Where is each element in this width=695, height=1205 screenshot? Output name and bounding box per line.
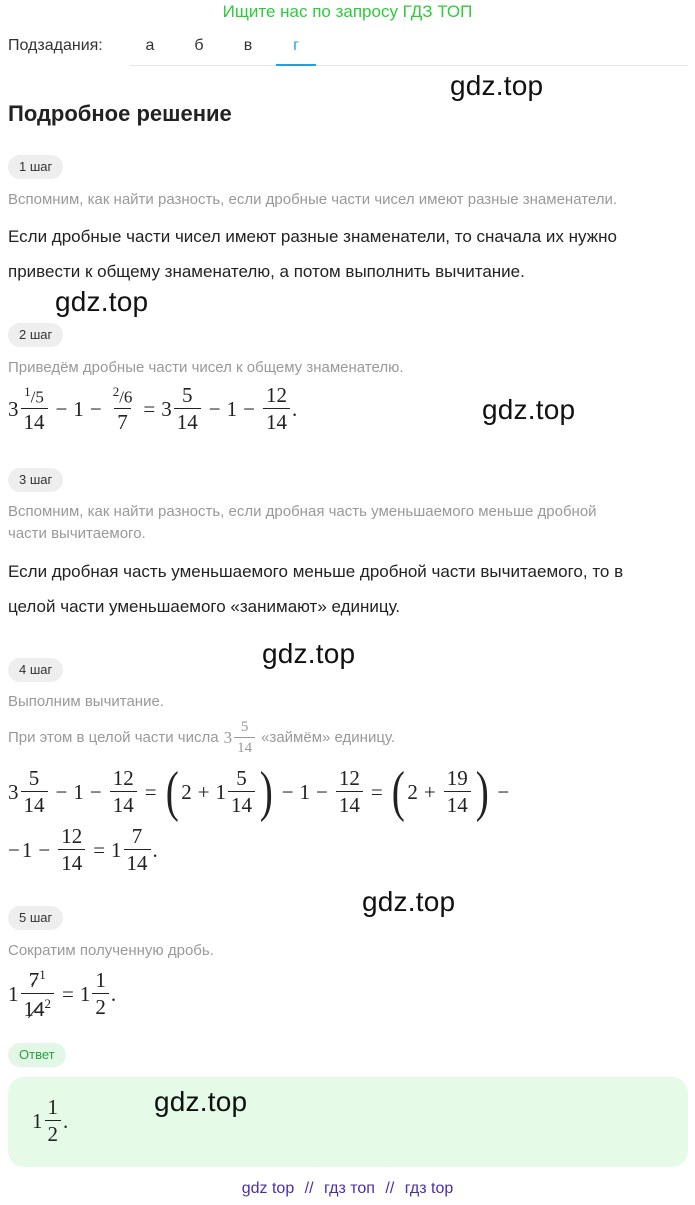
reduced-denominator: 2 [44,996,51,1011]
step-5-hint: Сократим полученную дробь. [8,942,214,959]
watermark: gdz.top [450,70,544,101]
period: . [152,837,158,862]
step-3-rule-line-2: целой части уменьшаемого «занимают» единицу. [8,597,401,616]
denominator: 14 [444,791,471,816]
op-equals: = [143,396,156,421]
op-minus: − [89,779,102,804]
period: . [291,396,298,421]
step-4-hint-2-after: «займём» единицу. [261,729,396,746]
int: 1 [111,837,122,862]
op-minus: − [38,837,51,862]
footer-links [0,1180,695,1198]
denominator: 14 [58,849,85,874]
int: 1 [32,1108,43,1133]
step-4-hint-2 [8,720,395,756]
watermark: gdz.top [55,286,149,317]
int: 1 [73,779,84,804]
numerator: $^1$/5 [24,384,44,407]
step-3-hint-line-2: части вычитаемого. [8,525,146,542]
watermark: gdz.top [262,638,356,669]
op-plus: + [423,779,436,804]
denominator: 14 [110,791,137,816]
watermark: gdz.top [154,1086,248,1117]
step-5-label: 5 шаг [8,906,63,930]
denominator: 14 [263,408,290,433]
watermark: gdz.top [482,394,576,425]
period: . [110,981,117,1006]
op-equals: = [370,779,383,804]
fraction [174,385,201,433]
fraction [110,385,136,433]
denominator: 14 [228,791,255,816]
fraction [21,968,55,1020]
numerator: 12 [61,824,83,848]
fraction [92,970,109,1018]
int: 1 [299,779,311,804]
solution-title: Подробное решение [8,101,232,126]
step-4-hint: Выполним вычитание. [8,693,164,710]
tab-g[interactable]: г [276,34,316,66]
step-1-rule-line-1: Если дробные части чисел имеют разные знаменатели, то сначала их нужно [8,227,617,246]
step-1-hint: Вспомним, как найти разность, если дробные части чисел имеют разные знаменатели. [8,191,618,208]
fraction [21,768,48,816]
denominator: 14 [234,737,255,756]
op-minus: − [497,779,510,804]
tab-v[interactable]: в [243,37,253,54]
op-equals: = [93,837,106,862]
op-minus: − [89,396,102,421]
footer-link-3[interactable]: гдз top [404,1180,454,1197]
op-minus: − [55,779,68,804]
answer-label: Ответ [8,1043,66,1067]
fraction [21,385,48,433]
subtask-bar [8,34,688,66]
numerator: 5 [240,719,249,735]
int: 1 [215,779,227,804]
int: 2 [181,779,192,804]
numerator: 1 [47,1095,58,1119]
numerator: 7 [131,824,143,848]
step-4-label: 4 шаг [8,658,63,682]
numerator: 12 [265,383,287,407]
tab-a[interactable]: а [145,37,155,54]
numerator: 1 [95,968,106,992]
numerator: 5 [182,383,193,407]
tab-b[interactable]: б [194,37,204,54]
op-minus: − [243,396,255,421]
step-3-label: 3 шаг [8,468,63,492]
subtask-label: Подзадания: [8,37,103,54]
op-minus: − [208,396,221,421]
int: 2 [407,779,418,804]
numerator: 5 [236,766,247,790]
numerator [26,968,49,993]
paren-close: ) [259,761,273,823]
answer-box [8,1077,688,1167]
numerator: 5 [28,766,40,790]
footer-separator: // [385,1180,395,1197]
step-1-rule-line-2: привести к общему знаменателю, а потом выполнить вычитание. [8,262,525,281]
int: 1 [226,396,238,421]
op-minus: − [8,837,20,862]
denominator [21,993,55,1020]
step-5-equation [8,968,116,1020]
step-4-hint-2-before: При этом в целой части числа [8,729,219,746]
step-4-equation-line-2 [8,826,158,874]
fraction [336,768,363,816]
footer-link-2[interactable]: гдз топ [324,1180,375,1197]
step-3-rule-line-1: Если дробная часть уменьшаемого меньше дробной части вычитаемого, то в [8,562,624,581]
footer-separator: // [304,1180,314,1197]
int: 1 [79,981,91,1006]
op-minus: − [316,779,328,804]
fraction [45,1097,62,1145]
int: 3 [8,779,19,804]
fraction [58,826,85,874]
op-minus: − [281,779,294,804]
denominator: 14 [21,791,48,816]
denominator: 14 [21,408,48,433]
reduced-numerator: 1 [39,967,46,982]
denominator: 2 [92,993,109,1018]
answer-value [32,1097,68,1145]
step-1-label: 1 шаг [8,155,63,179]
fraction [263,385,290,433]
struck-fourteen: 14 [23,997,45,1021]
denominator: 2 [45,1120,62,1145]
inline-mixed-number [224,720,258,756]
denominator: 14 [124,849,151,874]
numerator: 12 [338,766,360,790]
denominator: 14 [174,408,201,433]
step-2-hint: Приведём дробные части чисел к общему знаменателю. [8,359,404,376]
numerator: 19 [446,766,468,790]
denominator: 7 [114,408,131,433]
step-3-hint-line-1: Вспомним, как найти разность, если дробная часть уменьшаемого меньше дробной [8,503,597,520]
fraction [124,826,151,874]
int: 1 [8,981,19,1006]
int: 3 [223,728,233,747]
int: 3 [161,396,172,421]
step-4-equation-line-1 [8,761,515,823]
footer-link-1[interactable]: gdz top [241,1180,295,1197]
step-2-equation [8,385,297,433]
numerator: 12 [112,766,134,790]
op-equals: = [144,779,157,804]
fraction [228,768,255,816]
fraction [110,768,137,816]
paren-open: ( [165,761,179,823]
struck-seven: 7 [28,968,40,992]
paren-close: ) [475,761,489,823]
op-minus: − [55,396,68,421]
fraction [444,768,471,816]
int: 1 [21,837,33,862]
fraction [234,720,255,756]
numerator: $^2$/6 [112,384,133,407]
search-banner: Ищите нас по запросу ГДЗ ТОП [222,2,473,21]
int: 3 [8,396,19,421]
period: . [63,1108,69,1133]
denominator: 14 [336,791,363,816]
paren-open: ( [391,761,405,823]
int: 1 [73,396,84,421]
step-2-label: 2 шаг [8,323,63,347]
watermark: gdz.top [362,886,456,917]
op-plus: + [197,779,210,804]
op-equals: = [62,981,74,1006]
